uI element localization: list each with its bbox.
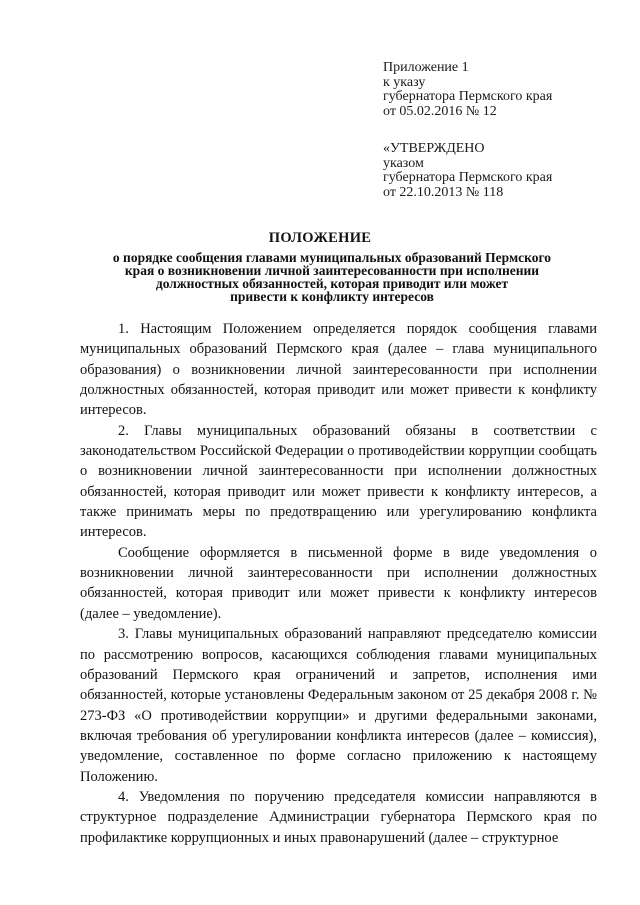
approved-line: от 22.10.2013 № 118 (383, 184, 504, 200)
approved-reference-block (383, 142, 552, 200)
paragraph-4: 4. Уведомления по поручению председателя комиссии направляются в структурное подразделение Администрации губернатора Пермского края по профилактике коррупционных и иных правонарушений (далее – структурное (80, 788, 597, 846)
subtitle-line: о порядке сообщения главами муниципальных образований Пермского (112, 250, 552, 265)
subtitle-line: привести к конфликту интересов (230, 289, 434, 304)
paragraph-2: 2. Главы муниципальных образований обязаны в соответствии с законодательством Российской Федерации о противодействии коррупции сообщать о возникновении личной заинтересованности при исполнении должностных обязанностей, которая приводит или может привести к конфликту интересов, а также принимать меры по предотвращению или урегулированию конфликта интересов. (80, 422, 597, 541)
approved-line: «УТВЕРЖДЕНО (383, 141, 485, 156)
document-subtitle (70, 251, 594, 303)
paragraph-1: 1. Настоящим Положением определяется порядок сообщения главами муниципальных образований Пермского края (далее – глава муниципального образования) о возникновении личной заинтересованности при исполнении должностных обязанностей, которая приводит или может привести к конфликту интересов. (80, 321, 597, 419)
approved-line: указом (383, 155, 424, 171)
appendix-reference-block (383, 61, 552, 119)
document-body (80, 319, 597, 848)
paragraph-3: 3. Главы муниципальных образований направляют председателю комиссии по рассмотрению вопросов, касающихся соблюдения главами муниципальных образований Пермского края ограничений и запретов, исполнения ими обязанностей, которые установлены Федеральным законом от 25 декабря 2008 г. № 273-ФЗ «О противодействии коррупции» и другими федеральными законами, включая требования об урегулировании конфликта интересов (далее – комиссия), уведомление, составленное по форме согласно приложению к настоящему Положению. (80, 626, 597, 785)
subtitle-line: должностных обязанностей, которая приводит или может (155, 276, 509, 291)
appendix-line: Приложение 1 (383, 60, 469, 75)
appendix-line: губернатора Пермского края (383, 89, 553, 104)
approved-line: губернатора Пермского края (383, 170, 553, 185)
appendix-line: к указу (383, 74, 426, 90)
subtitle-line: края о возникновении личной заинтересованности при исполнении (124, 263, 540, 278)
document-title: ПОЛОЖЕНИЕ (268, 230, 372, 246)
appendix-line: от 05.02.2016 № 12 (383, 103, 497, 119)
paragraph-2-continued: Сообщение оформляется в письменной форме в виде уведомления о возникновении личной заинтересованности при исполнении должностных обязанностей, которая приводит или может привести к конфликту интересов (далее – уведомление). (80, 544, 597, 622)
